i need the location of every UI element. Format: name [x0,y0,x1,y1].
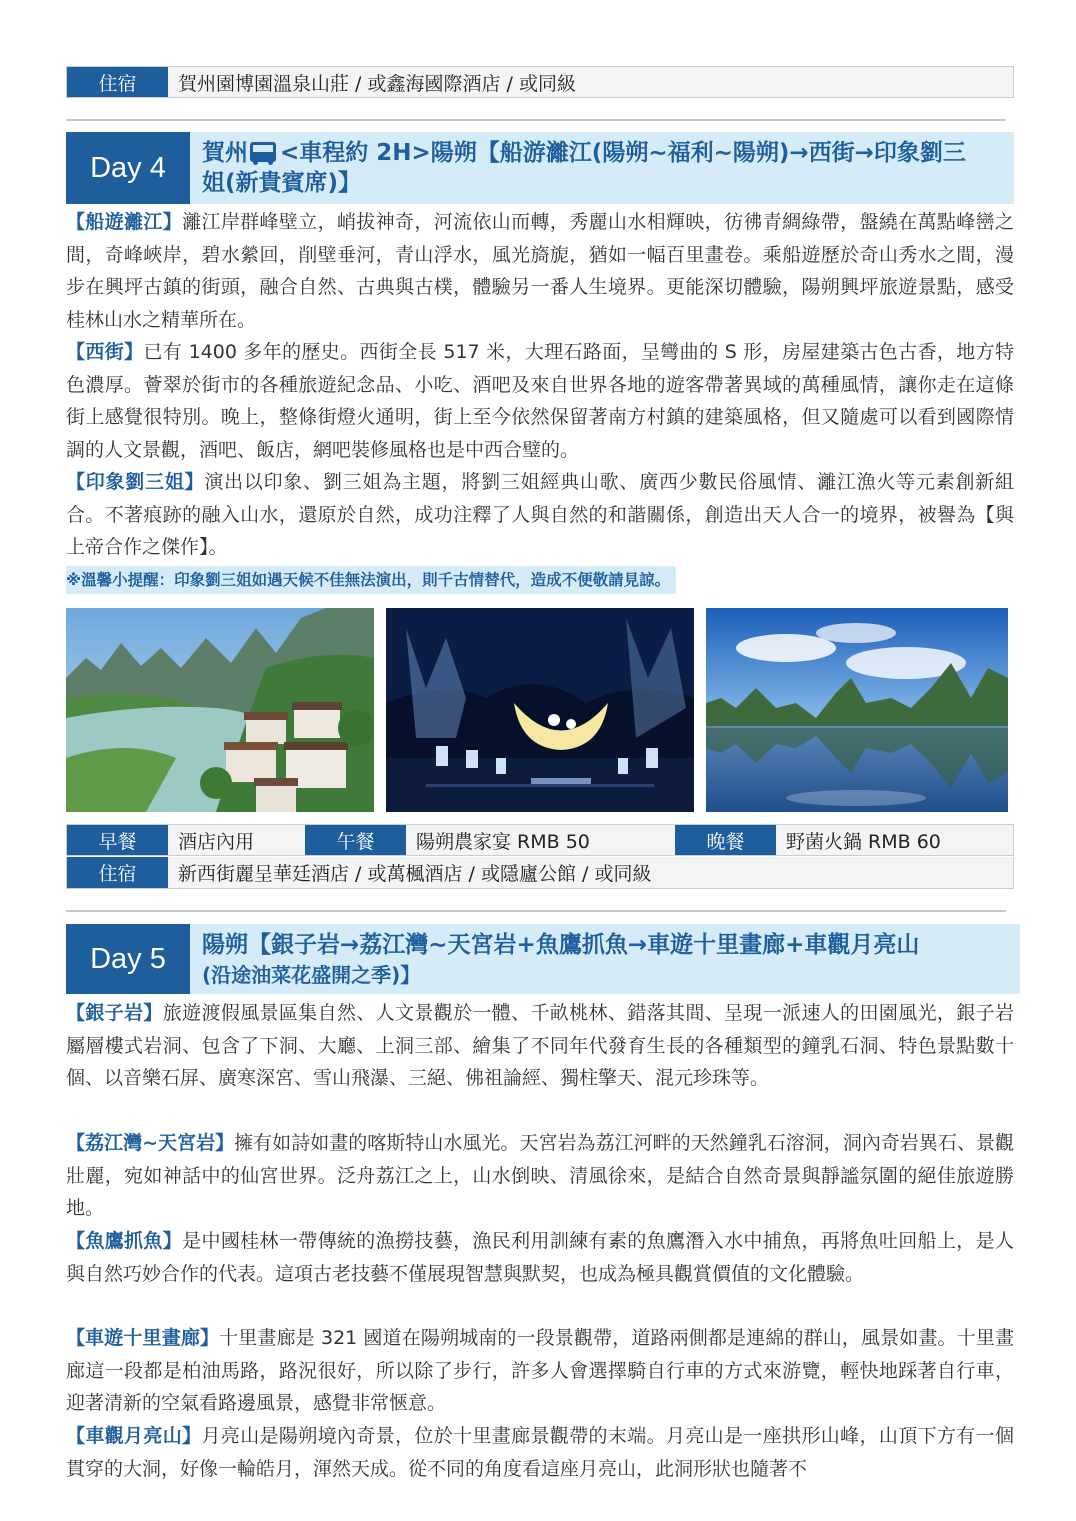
section-divider [66,119,1006,121]
bus-icon [250,142,276,162]
keyword: 【車遊十里畫廊】 [66,1327,220,1349]
keyword: 【銀子岩】 [66,1002,163,1024]
photo-impression-show [386,608,694,812]
day4-reminder-note: ※溫馨小提醒：印象劉三姐如遇天候不佳無法演出，則千古情替代，造成不便敬請見諒。 [66,566,676,594]
day4-title-line2: 姐(新貴賓席)】 [202,170,362,196]
section-divider [66,910,1006,912]
day4-title-origin: 賀州 [202,140,248,166]
day5-title-line2: (沿途油菜花盛開之季)】 [202,963,421,987]
lodging-value: 賀州園博園溫泉山莊 / 或鑫海國際酒店 / 或同級 [178,72,576,95]
day4-title-route: <車程約 2H>陽朔【船游灕江(陽朔~福利~陽朔)→西街→印象劉三 [280,140,966,166]
day5-badge: Day 5 [66,924,190,994]
breakfast-value: 酒店內用 [178,830,255,853]
lodging-label: 住宿 [67,857,168,888]
day4-title [190,132,1014,204]
paragraph-text: 旅遊渡假風景區集自然、人文景觀於一體、千畝桃林、錯落其間、呈現一派速人的田園風光，銀子岩屬層樓式岩洞、包含了下洞、大廳、上洞三部、繪集了不同年代發育生長的各種類型的鐘乳石洞、特色景點數十個、以音樂石屏、廣寒深宮、雪山飛瀑、三絕、佛祖論經、獨柱擎天、混元珍珠等。 [66,1002,1014,1089]
day4-badge: Day 4 [66,132,190,204]
day5-paragraph-ten-mile-gallery [66,1322,1014,1420]
paragraph-text: 是中國桂林一帶傳統的漁撈技藝，漁民利用訓練有素的魚鷹潛入水中捕魚，再將魚吐回船上，是人與自然巧妙合作的代表。這項古老技藝不僅展現智慧與默契，也成為極具觀賞價值的文化體驗。 [66,1230,1014,1285]
day5-paragraph-silver-cave [66,997,1014,1095]
keyword: 【印象劉三姐】 [66,471,205,493]
day4-paragraph-west-street [66,336,1014,466]
lodging-value: 新西街麗呈華廷酒店 / 或萬楓酒店 / 或隱廬公館 / 或同級 [178,863,652,885]
day4-paragraph-li-river [66,206,1014,336]
dinner-value: 野菌火鍋 RMB 60 [786,830,941,853]
day4-meals-row [66,824,1014,856]
photo-karst-landscape [706,608,1008,812]
top-lodging-row [66,66,1014,98]
day4-lodging-row [66,857,1014,889]
day5-header [66,924,1020,994]
dinner-label: 晚餐 [675,825,776,855]
paragraph-text: 已有 1400 多年的歷史。西街全長 517 米，大理石路面，呈彎曲的 S 形，房屋建築古色古香，地方特色濃厚。薈翠於街市的各種旅遊紀念品、小吃、酒吧及來自世界各地的遊客帶著異域的萬種風情，讓你走在這條街上感覺很特別。晚上，整條街燈火通明，街上至今依然保留著南方村鎮的建築風格，但又隨處可以看到國際情調的人文景觀，酒吧、飯店，網吧裝修風格也是中西合璧的。 [66,341,1014,461]
paragraph-text: 演出以印象、劉三姐為主題，將劉三姐經典山歌、廣西少數民俗風情、灕江漁火等元素創新組合。不著痕跡的融入山水，還原於自然，成功注釋了人與自然的和諧關係，創造出天人合一的境界，被譽為【與上帝合作之傑作】。 [66,471,1014,558]
keyword: 【西街】 [66,341,144,363]
keyword: 【車觀月亮山】 [66,1425,202,1447]
paragraph-text: 月亮山是陽朔境內奇景，位於十里畫廊景觀帶的末端。月亮山是一座拱形山峰，山頂下方有一個貫穿的大洞，好像一輪皓月，渾然天成。從不同的角度看這座月亮山，此洞形狀也隨著不 [66,1425,1014,1480]
day4-paragraph-impression [66,466,1014,564]
lunch-value: 陽朔農家宴 RMB 50 [416,830,590,853]
paragraph-text: 灕江岸群峰壁立，峭拔神奇，河流依山而轉，秀麗山水相輝映，彷彿青綢綠帶，盤繞在萬點峰巒之間，奇峰峽岸，碧水縈回，削壁垂河，青山浮水，風光旖旎，猶如一幅百里畫卷。乘船遊歷於奇山秀水之間，漫步在興坪古鎮的街頭，融合自然、古典與古樸，體驗另一番人生境界。更能深切體驗，陽朔興坪旅遊景點，感受桂林山水之精華所在。 [66,211,1014,331]
keyword: 【荔江灣~天宮岩】 [66,1132,235,1154]
day5-paragraph-lijiang-bay [66,1127,1014,1225]
photo-li-river-town [66,608,374,812]
day5-paragraph-cormorant [66,1225,1014,1290]
keyword: 【船遊灕江】 [66,211,183,233]
day5-title-line1: 陽朔【銀子岩→荔江灣~天宮岩+魚鷹抓魚→車遊十里畫廊+車觀月亮山 [202,932,920,958]
paragraph-text: 十里畫廊是 321 國道在陽朔城南的一段景觀帶，道路兩側都是連綿的群山，風景如畫。十里畫廊這一段都是柏油馬路，路況很好，所以除了步行，許多人會選擇騎自行車的方式來游覽，輕快地踩著自行車，迎著清新的空氣看路邊風景，感覺非常愜意。 [66,1327,1014,1414]
lodging-label: 住宿 [67,67,168,97]
day5-title [190,924,1020,994]
breakfast-label: 早餐 [67,825,168,855]
paragraph-text: 擁有如詩如畫的喀斯特山水風光。天宮岩為荔江河畔的天然鐘乳石溶洞，洞內奇岩異石、景觀壯麗，宛如神話中的仙宮世界。泛舟荔江之上，山水倒映、清風徐來，是結合自然奇景與靜謐氛圍的絕佳旅遊勝地。 [66,1132,1014,1219]
day5-paragraph-moon-hill [66,1420,1014,1485]
lunch-label: 午餐 [305,825,406,855]
day4-header [66,132,1014,204]
keyword: 【魚鷹抓魚】 [66,1230,183,1252]
